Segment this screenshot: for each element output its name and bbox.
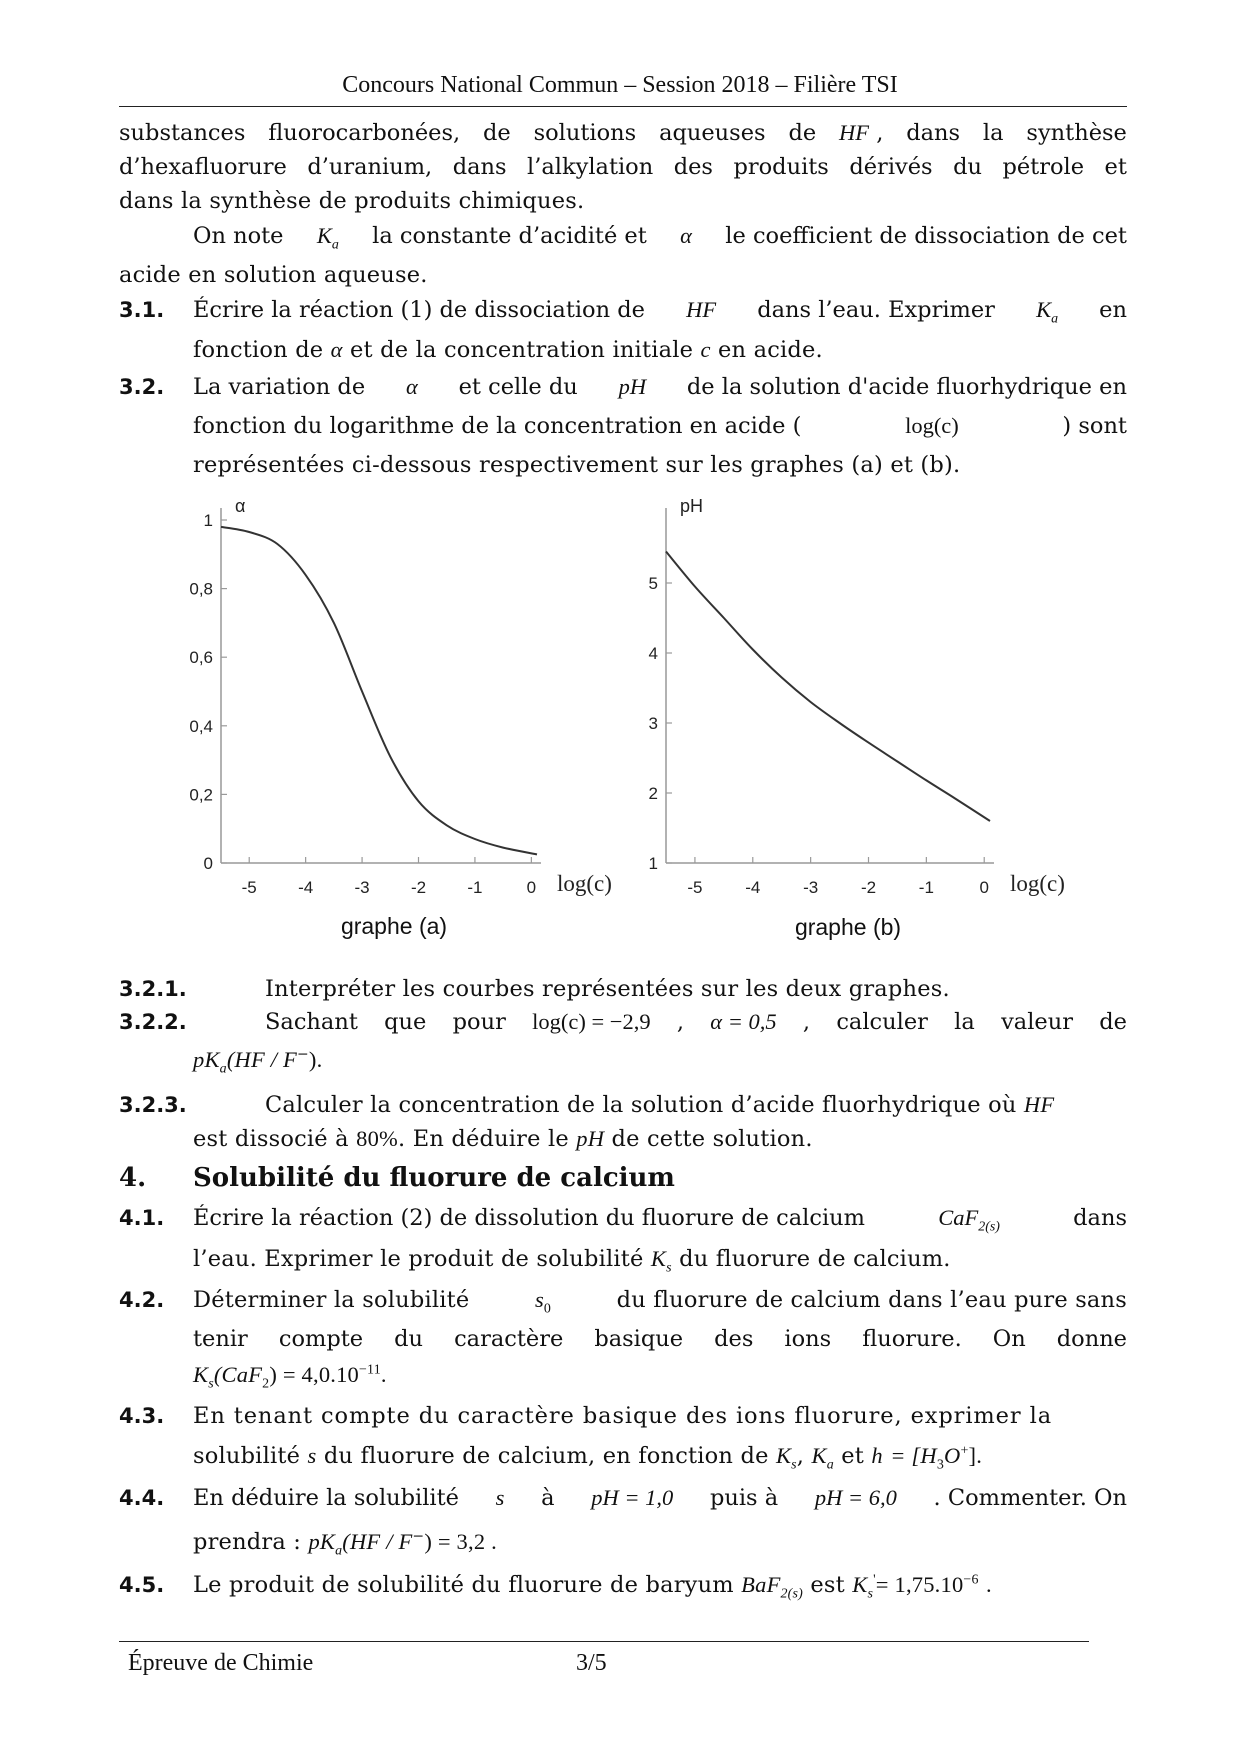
- q44-line-2: prendra : $pK_a(HF / F^-) = 3,2$ .: [193, 1528, 497, 1559]
- page-number: 3/5: [576, 1650, 607, 1676]
- footer-title: Épreuve de Chimie: [128, 1650, 314, 1676]
- question-number: 4.1.: [119, 1206, 165, 1230]
- q32-line-1: La variation de α et celle du pH de la solution d'acide fluorhydrique en: [193, 374, 1127, 400]
- y-tick-label: 1: [203, 511, 213, 530]
- y-tick-label: 1: [648, 854, 658, 873]
- q42-line-2: tenir compte du caractère basique des ions fluorure. On donne: [193, 1326, 1127, 1352]
- y-axis-label: pH: [680, 496, 704, 516]
- question-number: 3.2.: [119, 375, 165, 399]
- x-tick-label: -3: [803, 878, 819, 897]
- q323-line-2: est dissocié à 80%. En déduire le pH de cette solution.: [193, 1126, 813, 1152]
- q42-line-1: Déterminer la solubilité $s_0$ du fluorure de calcium dans l’eau pure sans: [193, 1287, 1127, 1317]
- question-number: 4.3.: [119, 1404, 165, 1428]
- q42-line-3: $K_s(CaF_2) = 4,0.10^{-11}$.: [193, 1362, 387, 1392]
- y-tick-label: 0: [203, 854, 213, 873]
- page-header: Concours National Commun – Session 2018 – Filière TSI: [342, 72, 898, 98]
- x-tick-label: -3: [354, 878, 370, 897]
- x-tick-label: -2: [860, 878, 877, 897]
- x-tick-label: -5: [687, 878, 703, 897]
- q321-text: Interpréter les courbes représentées sur les deux graphes.: [265, 976, 950, 1002]
- y-tick-label: 5: [648, 574, 658, 593]
- x-tick-label: 0: [979, 878, 989, 897]
- q322-line-1: Sachant que pour log(c) = −2,9 , α = 0,5 , calculer la valeur de: [265, 1009, 1127, 1035]
- data-line: [221, 527, 537, 855]
- x-tick-label: -1: [467, 878, 483, 897]
- x-tick-label: 0: [526, 878, 537, 897]
- q323-line-1: Calculer la concentration de la solution d’acide fluorhydrique où HF: [265, 1092, 1055, 1118]
- y-tick-label: 0,2: [189, 785, 213, 805]
- y-tick-label: 3: [648, 714, 658, 733]
- intro-line-4: On note $K_a$ la constante d’acidité et α le coefficient de dissociation de cet: [193, 223, 1127, 253]
- section-title: Solubilité du fluorure de calcium: [193, 1163, 675, 1193]
- section-number: 4.: [119, 1163, 147, 1193]
- question-number: 4.5.: [119, 1573, 165, 1597]
- intro-line-2: d’hexafluorure d’uranium, dans l’alkylation des produits dérivés du pétrole et: [119, 154, 1127, 180]
- x-tick-label: -4: [745, 878, 761, 897]
- y-tick-label: 0,6: [189, 648, 213, 668]
- x-axis-label: log(c): [557, 871, 612, 896]
- x-axis-label: log(c): [1010, 871, 1065, 896]
- question-number: 3.2.1.: [119, 977, 187, 1001]
- question-number: 3.2.3.: [119, 1093, 187, 1117]
- intro-line-3: dans la synthèse de produits chimiques.: [119, 188, 585, 214]
- caption-graph-b: graphe (b): [794, 914, 902, 940]
- q43-line-2: solubilité s du fluorure de calcium, en fonction de $K_s$, $K_a$ et $h = [H_3O^+]$.: [193, 1443, 983, 1473]
- y-axis-label: α: [235, 496, 246, 516]
- q45-line-1: Le produit de solubilité du fluorure de baryum BaF$_{2(s)}$ est $K_s'= 1,75.10^{-6}$ .: [193, 1572, 992, 1602]
- q31-line-1: Écrire la réaction (1) de dissociation de HF dans l’eau. Exprimer $K_a$ en: [193, 297, 1127, 327]
- data-line: [666, 552, 990, 822]
- footer-rule: [119, 1641, 1089, 1642]
- q44-line-1: En déduire la solubilité s à pH = 1,0 puis à pH = 6,0 . Commenter. On: [193, 1485, 1127, 1511]
- question-number: 3.1.: [119, 298, 165, 322]
- chart-alpha: [189, 496, 612, 897]
- q32-line-2: fonction du logarithme de la concentration en acide ( log(c) ) sont: [193, 413, 1127, 439]
- question-number: 3.2.2.: [119, 1010, 187, 1034]
- x-tick-label: -5: [241, 878, 257, 897]
- q31-line-2: fonction de α et de la concentration initiale c en acide.: [193, 337, 823, 363]
- q41-line-2: l’eau. Exprimer le produit de solubilité $K_s$ du fluorure de calcium.: [193, 1246, 951, 1276]
- q322-line-2: $pK_a(HF / F^-)$.: [193, 1046, 323, 1077]
- q43-line-1: En tenant compte du caractère basique des ions fluorure, exprimer la: [193, 1403, 1053, 1429]
- y-tick-label: 4: [648, 644, 658, 663]
- chart-ph: [649, 496, 1065, 897]
- caption-graph-a: graphe (a): [340, 913, 448, 939]
- x-tick-label: -2: [410, 878, 427, 897]
- q41-line-1: Écrire la réaction (2) de dissolution du fluorure de calcium CaF$_{2(s)}$ dans: [193, 1205, 1127, 1235]
- intro-line-5: acide en solution aqueuse.: [119, 262, 428, 288]
- q32-line-3: représentées ci-dessous respectivement sur les graphes (a) et (b).: [193, 452, 961, 478]
- intro-line-1: substances fluorocarbonées, de solutions aqueuses de HF , dans la synthèse: [119, 120, 1127, 146]
- header-rule: [119, 106, 1127, 107]
- question-number: 4.4.: [119, 1486, 165, 1510]
- x-tick-label: -4: [298, 878, 314, 897]
- question-number: 4.2.: [119, 1288, 165, 1312]
- y-tick-label: 0,4: [189, 716, 213, 736]
- y-tick-label: 2: [648, 784, 658, 803]
- y-tick-label: 0,8: [189, 579, 213, 599]
- graphs-figure: [0, 490, 1240, 970]
- x-tick-label: -1: [918, 878, 934, 897]
